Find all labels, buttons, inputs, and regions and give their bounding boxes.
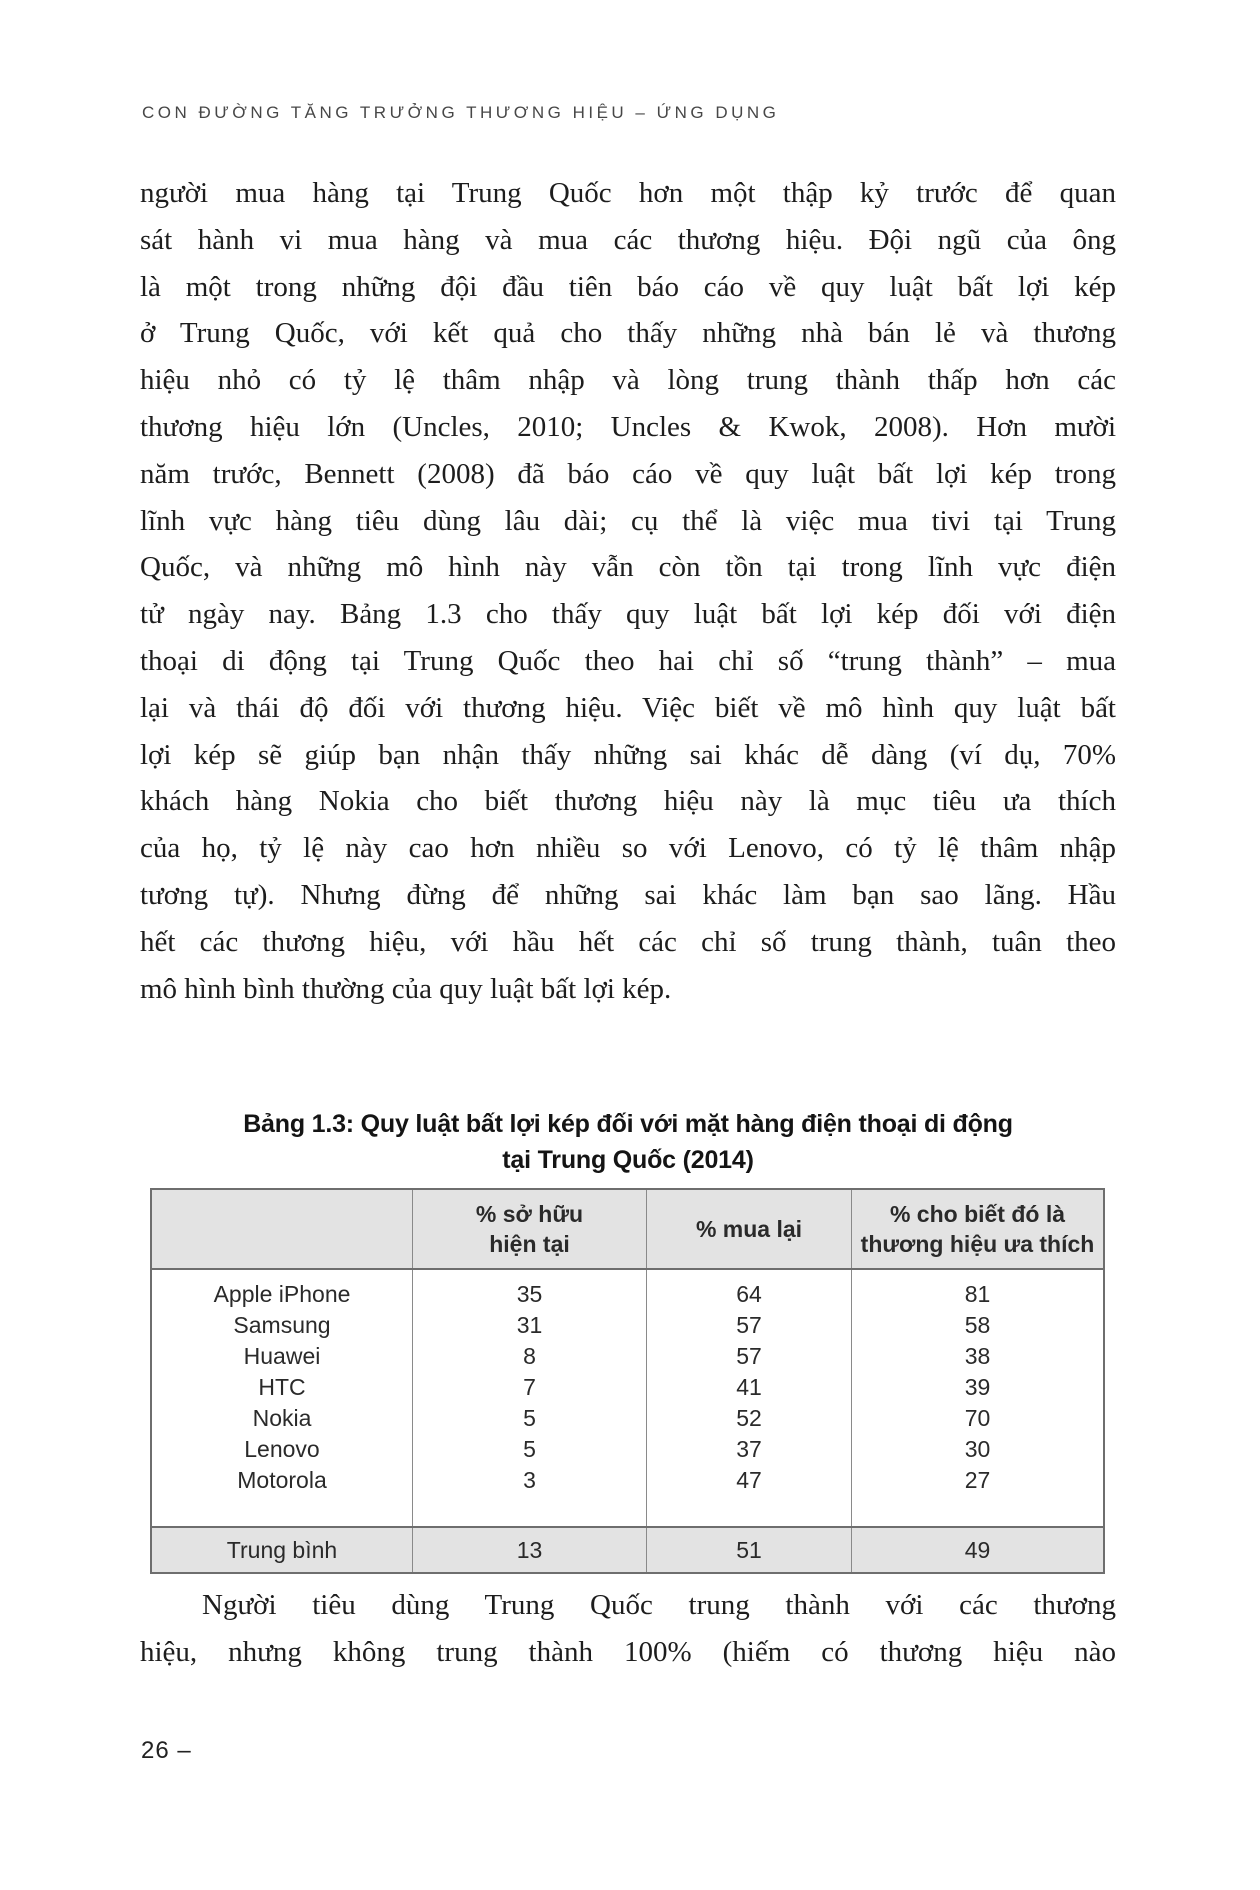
text-line: của họ, tỷ lệ này cao hơn nhiều so với Lenovo, có tỷ lệ thâm nhập bbox=[140, 832, 1116, 865]
body-paragraph-1 bbox=[140, 170, 1116, 1012]
table-header-line: % cho biết đó là bbox=[889, 1201, 1066, 1227]
table-header-row bbox=[152, 1190, 1103, 1270]
brand-name: Huawei bbox=[243, 1343, 321, 1369]
table-header-line: % mua lại bbox=[695, 1216, 803, 1242]
average-cell: Trung bình bbox=[152, 1528, 413, 1572]
table-caption-line-1: Bảng 1.3: Quy luật bất lợi kép đối với mặt hàng điện thoại di động bbox=[243, 1110, 1013, 1138]
table-value: 52 bbox=[736, 1405, 762, 1431]
brand-name: Lenovo bbox=[244, 1436, 320, 1462]
table-value: 7 bbox=[523, 1374, 536, 1400]
table-header-cell bbox=[852, 1190, 1103, 1268]
table-value: 57 bbox=[736, 1343, 762, 1369]
table-caption-line-2: tại Trung Quốc (2014) bbox=[502, 1146, 754, 1174]
table-value: 5 bbox=[523, 1436, 536, 1462]
table-value: 30 bbox=[964, 1436, 991, 1462]
table-header-cell bbox=[413, 1190, 647, 1268]
table-value: 39 bbox=[964, 1374, 991, 1400]
text-line: tử ngày nay. Bảng 1.3 cho thấy quy luật bất lợi kép đối với điện bbox=[140, 598, 1116, 631]
table-value: 58 bbox=[964, 1312, 991, 1338]
text-line: khách hàng Nokia cho biết thương hiệu này là mục tiêu ưa thích bbox=[140, 785, 1116, 818]
brand-name: Motorola bbox=[237, 1467, 327, 1493]
text-line: hiệu nhỏ có tỷ lệ thâm nhập và lòng trung thành thấp hơn các bbox=[140, 364, 1116, 397]
average-cell: 49 bbox=[964, 1536, 991, 1563]
body-paragraph-2 bbox=[140, 1582, 1116, 1676]
text-line: hết các thương hiệu, với hầu hết các chỉ số trung thành, tuân theo bbox=[140, 925, 1116, 958]
table-value: 57 bbox=[736, 1312, 762, 1338]
table-header-line: thương hiệu ưa thích bbox=[860, 1231, 1095, 1257]
text-line: thương hiệu lớn (Uncles, 2010; Uncles & Kwok, 2008). Hơn mười bbox=[140, 410, 1116, 443]
table-value: 38 bbox=[964, 1343, 991, 1369]
table-caption bbox=[140, 1106, 1116, 1178]
average-cell: 51 bbox=[647, 1528, 852, 1572]
data-table bbox=[150, 1188, 1105, 1574]
text-line: tương tự). Nhưng đừng để những sai khác làm bạn sao lãng. Hầu bbox=[140, 878, 1116, 911]
value-column bbox=[647, 1270, 852, 1526]
text-line: thoại di động tại Trung Quốc theo hai chỉ số “trung thành” – mua bbox=[140, 644, 1116, 677]
table-value: 35 bbox=[516, 1281, 543, 1307]
text-line: ở Trung Quốc, với kết quả cho thấy những nhà bán lẻ và thương bbox=[140, 317, 1116, 350]
text-line: người mua hàng tại Trung Quốc hơn một thập kỷ trước để quan bbox=[140, 177, 1116, 209]
text-line: mô hình bình thường của quy luật bất lợi kép. bbox=[140, 972, 672, 1005]
brand-name: Samsung bbox=[233, 1312, 331, 1338]
text-line: sát hành vi mua hàng và mua các thương hiệu. Đội ngũ của ông bbox=[140, 223, 1116, 256]
brand-name: Nokia bbox=[252, 1405, 312, 1431]
text-line: lĩnh vực hàng tiêu dùng lâu dài; cụ thể là việc mua tivi tại Trung bbox=[140, 504, 1116, 537]
text-line: năm trước, Bennett (2008) đã báo cáo về quy luật bất lợi kép trong bbox=[140, 457, 1116, 490]
table-value: 81 bbox=[964, 1281, 991, 1307]
value-column bbox=[413, 1270, 647, 1526]
text-line: lợi kép sẽ giúp bạn nhận thấy những sai khác dễ dàng (ví dụ, 70% bbox=[140, 738, 1116, 771]
table-header-line: hiện tại bbox=[489, 1231, 570, 1257]
text-line: Quốc, và những mô hình này vẫn còn tồn tại trong lĩnh vực điện bbox=[140, 551, 1116, 584]
table-value: 31 bbox=[516, 1312, 543, 1338]
running-head: CON ĐƯỜNG TĂNG TRƯỞNG THƯƠNG HIỆU – ỨNG DỤNG bbox=[142, 103, 780, 122]
table-header-cell bbox=[152, 1190, 413, 1268]
table-body bbox=[152, 1270, 1103, 1526]
brand-name: Apple iPhone bbox=[213, 1281, 351, 1307]
brand-name: HTC bbox=[258, 1374, 306, 1400]
table-value: 70 bbox=[964, 1405, 991, 1431]
table-value: 41 bbox=[736, 1374, 762, 1400]
text-line: lại và thái độ đối với thương hiệu. Việc biết về mô hình quy luật bất bbox=[140, 691, 1116, 724]
table-value: 47 bbox=[736, 1467, 762, 1493]
table-value: 3 bbox=[523, 1467, 536, 1493]
table-value: 64 bbox=[736, 1281, 762, 1307]
table-average-row bbox=[152, 1526, 1103, 1572]
table-value: 8 bbox=[523, 1343, 536, 1369]
text-line: hiệu, nhưng không trung thành 100% (hiếm có thương hiệu nào bbox=[140, 1635, 1116, 1668]
text-line: là một trong những đội đầu tiên báo cáo về quy luật bất lợi kép bbox=[140, 270, 1116, 303]
table-value: 5 bbox=[523, 1405, 536, 1431]
page-number: 26 – bbox=[141, 1737, 192, 1764]
brand-column bbox=[152, 1270, 413, 1526]
table-value: 37 bbox=[736, 1436, 762, 1462]
value-column bbox=[852, 1270, 1103, 1526]
average-cell: 13 bbox=[413, 1528, 647, 1572]
text-line: Người tiêu dùng Trung Quốc trung thành với các thương bbox=[202, 1589, 1116, 1621]
table-value: 27 bbox=[964, 1467, 991, 1493]
table-header-line: % sở hữu bbox=[475, 1201, 584, 1227]
table-header-cell bbox=[647, 1190, 852, 1268]
